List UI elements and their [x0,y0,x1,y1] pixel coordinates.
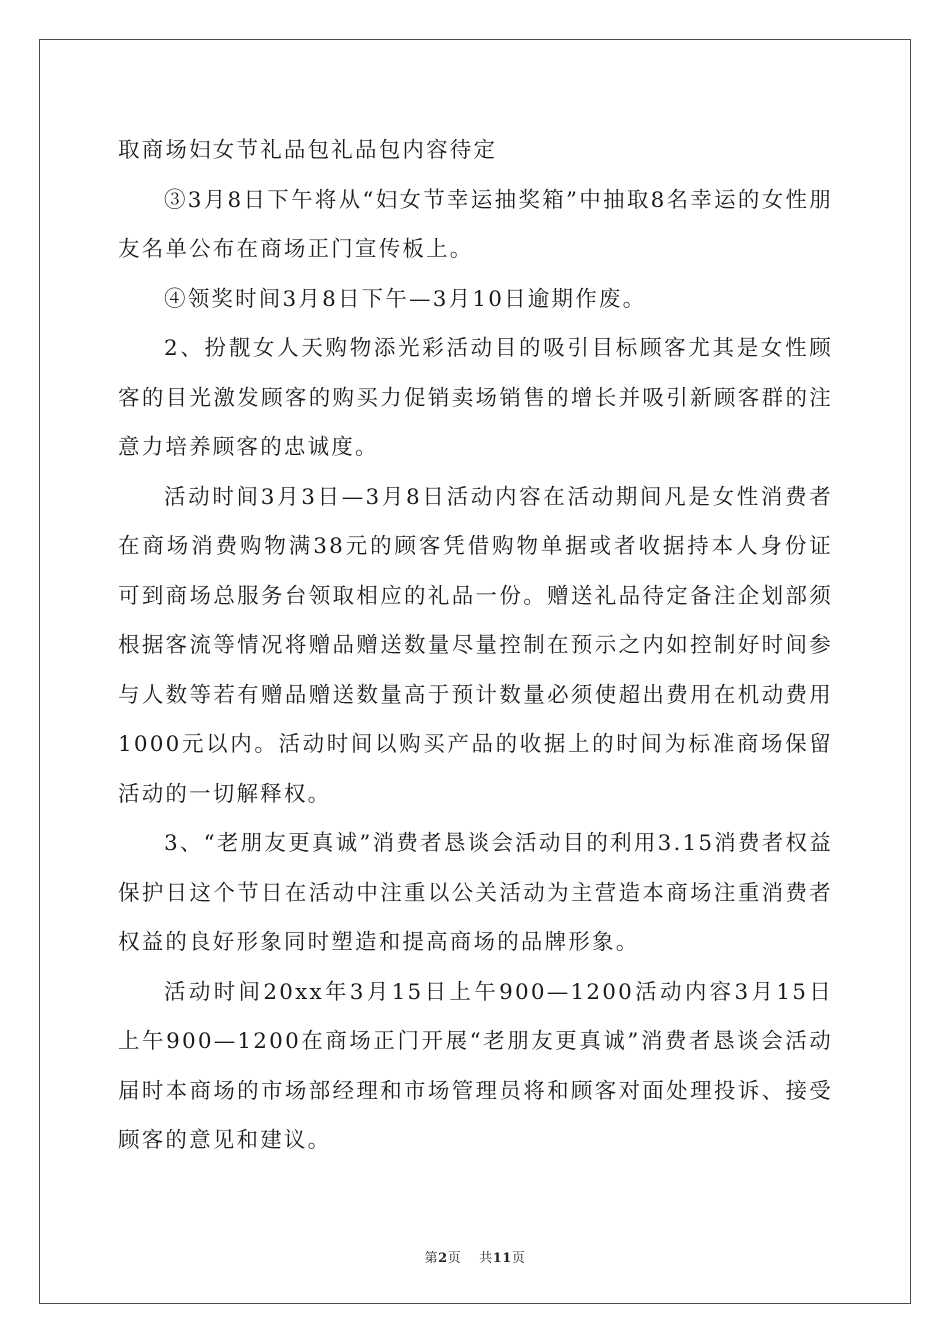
paragraph-1: 取商场妇女节礼品包礼品包内容待定 [118,138,498,163]
document-body [118,126,833,1166]
paragraph-4: 2、扮靓女人天购物添光彩活动目的吸引目标顾客尤其是女性顾客的目光激发顾客的购买力促销卖场销售的增长并吸引新顾客群的注意力培养顾客的忠诚度。 [118,336,833,460]
paragraph-5: 活动时间3月3日—3月8日活动内容在活动期间凡是女性消费者在商场消费购物满38元的顾客凭借购物单据或者收据持本人身份证可到商场总服务台领取相应的礼品一份。赠送礼品待定备注企划部须根据客流等情况将赠品赠送数量尽量控制在预示之内如控制好时间参与人数等若有赠品赠送数量高于预计数量必须使超出费用在机动费用1000元以内。活动时间以购买产品的收据上的时间为标准商场保留活动的一切解释权。 [118,484,833,807]
footer-total-prefix: 共 [479,1251,493,1266]
page-footer [0,1247,950,1266]
footer-page-suffix: 页 [447,1251,462,1266]
paragraph-7: 活动时间20xx年3月15日上午900—1200活动内容3月15日上午900—1200在商场正门开展“老朋友更真诚”消费者恳谈会活动届时本商场的市场部经理和市场管理员将和顾客对面处理投诉、接受顾客的意见和建议。 [118,979,833,1153]
paragraph-6: 3、“老朋友更真诚”消费者恳谈会活动目的利用3.15消费者权益保护日这个节日在活动中注重以公关活动为主营造本商场注重消费者权益的良好形象同时塑造和提高商场的品牌形象。 [118,831,833,955]
footer-page-number: 2 [438,1251,448,1266]
footer-page-prefix: 第 [424,1251,439,1266]
footer-total-suffix: 页 [511,1251,526,1266]
footer-total-pages: 11 [492,1251,512,1266]
paragraph-2: ③3月8日下午将从“妇女节幸运抽奖箱”中抽取8名幸运的女性朋友名单公布在商场正门宣传板上。 [118,187,833,262]
paragraph-3: ④领奖时间3月8日下午—3月10日逾期作废。 [164,286,647,312]
